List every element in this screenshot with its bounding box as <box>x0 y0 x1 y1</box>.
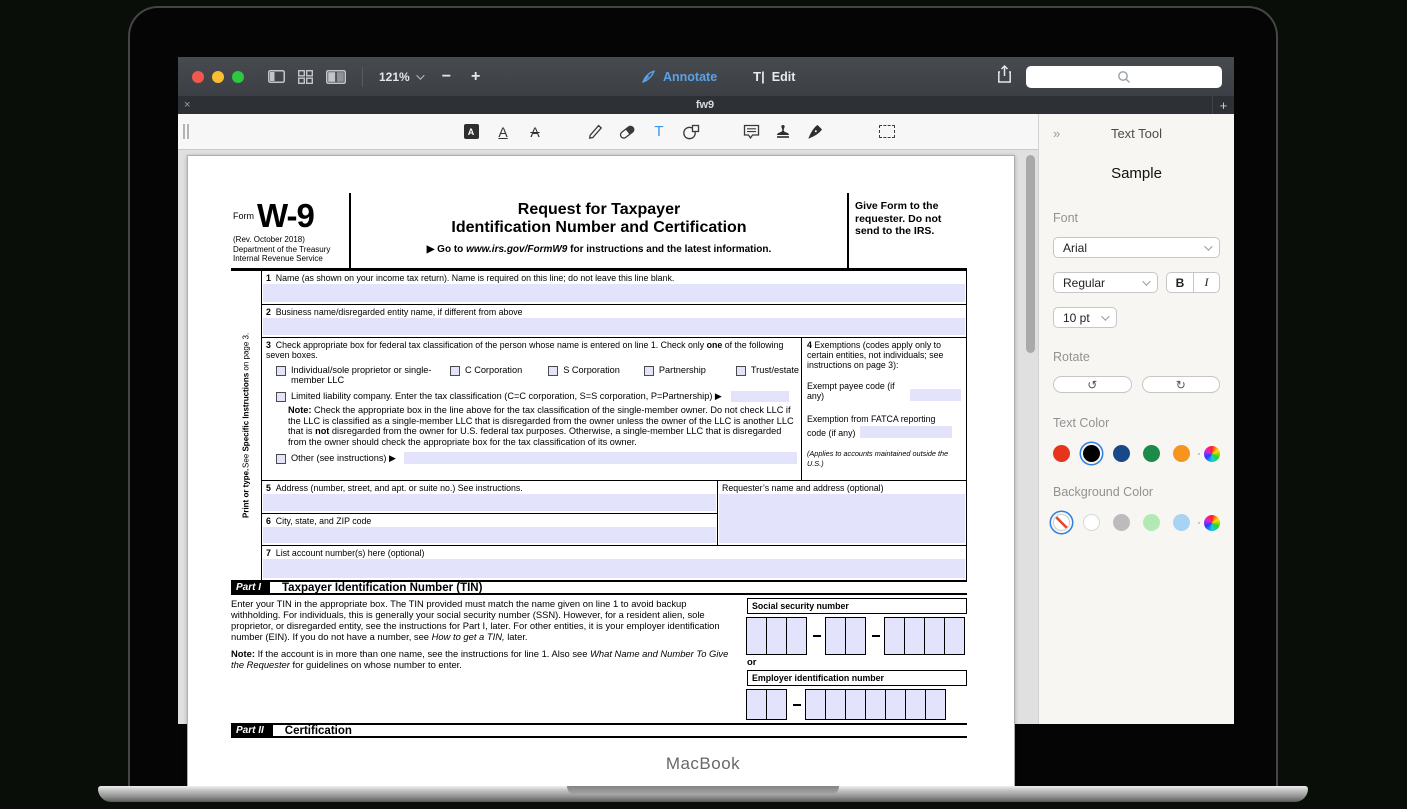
underline-tool[interactable] <box>493 121 513 143</box>
tab-close-button[interactable]: × <box>184 99 191 111</box>
ein-digit-box[interactable] <box>885 689 906 720</box>
line7-label <box>262 546 966 558</box>
swatch-divider <box>1198 522 1200 524</box>
or-label: or <box>747 657 757 668</box>
underline-icon: A <box>498 123 508 140</box>
goto-url: www.irs.gov/FormW9 <box>466 244 568 255</box>
line3-pre: Check appropriate box for federal tax classification of the person whose name is entered on line 1. Check only <box>275 340 707 350</box>
name-field[interactable] <box>263 284 965 302</box>
stamp-tool[interactable] <box>773 121 793 143</box>
eraser-tool[interactable] <box>617 121 637 143</box>
exempt-payee-row <box>807 381 961 401</box>
ssn-digit-box[interactable] <box>845 617 866 655</box>
line2-row <box>262 305 966 338</box>
individual-checkbox[interactable] <box>276 366 286 376</box>
option-individual <box>276 365 434 385</box>
new-tab-button[interactable]: + <box>1212 96 1234 114</box>
trust-estate-checkbox[interactable] <box>736 366 746 376</box>
font-family-select[interactable] <box>1053 237 1220 258</box>
macbook-base <box>98 786 1308 802</box>
zoom-in-button[interactable]: + <box>471 67 481 85</box>
zoom-window-button[interactable] <box>232 71 244 83</box>
p1-note-italic: What Name and Number To Give the Requester <box>231 648 729 670</box>
business-name-field[interactable] <box>263 318 965 335</box>
line3-note <box>288 405 797 447</box>
part1-body <box>231 595 967 720</box>
p1-end: later. <box>504 631 528 642</box>
text-color-custom-swatch[interactable] <box>1204 446 1220 462</box>
edit-mode-button[interactable] <box>753 69 795 84</box>
line1-text: Name (as shown on your income tax return). Name is required on this line; do not leave this line blank. <box>275 273 675 283</box>
signature-tool[interactable] <box>805 121 825 143</box>
close-window-button[interactable] <box>192 71 204 83</box>
rotate-right-icon: ↻ <box>1175 377 1186 392</box>
line3-post: of the following seven boxes. <box>266 340 784 360</box>
line3-num: 3 <box>266 340 271 350</box>
bg-color-white-swatch[interactable] <box>1083 514 1100 531</box>
dash <box>813 635 821 637</box>
rotate-section-label: Rotate <box>1053 350 1090 364</box>
c-corporation-checkbox[interactable] <box>450 366 460 376</box>
sidebar-panel-icon[interactable] <box>268 70 285 83</box>
ein-boxes <box>747 689 967 720</box>
two-page-view-icon[interactable] <box>326 70 346 84</box>
italic-button[interactable]: I <box>1193 273 1219 292</box>
text-color-orange-swatch[interactable] <box>1173 445 1190 462</box>
llc-classification-field[interactable] <box>731 391 789 402</box>
requester-cell <box>717 481 966 545</box>
line1-row <box>262 271 966 305</box>
app-window <box>178 57 1234 737</box>
requester-label: Requester’s name and address (optional) <box>722 483 884 493</box>
tab-title[interactable]: fw9 <box>695 99 715 111</box>
line5-row <box>262 481 717 514</box>
text-color-black-swatch[interactable] <box>1083 445 1100 462</box>
toolbar-divider <box>362 67 363 87</box>
line3-bold: one <box>706 340 723 350</box>
collapse-sidebar-button[interactable]: » <box>1053 125 1061 141</box>
search-input[interactable] <box>1026 66 1222 88</box>
font-section-label: Font <box>1053 211 1079 225</box>
window-controls <box>192 71 244 83</box>
pen-icon <box>641 69 656 84</box>
partnership-checkbox[interactable] <box>644 366 654 376</box>
font-size-value: 10 pt <box>1063 310 1090 325</box>
ssn-boxes <box>747 617 967 655</box>
dash <box>793 704 801 706</box>
option-trust <box>736 365 799 385</box>
ein-digit-box[interactable] <box>805 689 826 720</box>
trust-estate-label: Trust/estate <box>750 365 800 375</box>
line7-text: List account number(s) here (optional) <box>275 548 425 558</box>
swatch-divider <box>1198 453 1200 455</box>
line6-text: City, state, and ZIP code <box>275 516 372 526</box>
line6-label <box>262 514 717 526</box>
see-pre: See <box>241 451 251 468</box>
form-word: Form <box>233 211 254 221</box>
text-tool[interactable] <box>649 121 669 143</box>
line1-label <box>262 271 966 283</box>
text-sample-preview: Sample <box>1111 165 1162 182</box>
text-color-green-swatch[interactable] <box>1143 445 1160 462</box>
p1-note2: for guidelines on whose number to enter. <box>289 659 462 670</box>
line3-4-row <box>262 338 966 481</box>
note-text2: disregarded from the owner for U.S. federal tax purposes. Otherwise, a single-member LLC that is disregarded from the owner should check the appropriate box for the tax classification of its owner. <box>288 426 782 447</box>
font-size-select[interactable] <box>1053 307 1117 328</box>
requester-field[interactable] <box>719 494 965 543</box>
bold-button[interactable]: B <box>1175 275 1185 290</box>
bg-color-none-swatch[interactable] <box>1053 514 1070 531</box>
p1-note1: If the account is in more than one name, see the instructions for line 1. Also see <box>254 648 591 659</box>
part2-bar <box>231 723 967 738</box>
llc-row <box>276 391 801 402</box>
fatca-block <box>807 414 961 438</box>
comment-tool[interactable] <box>741 121 761 143</box>
option-c-corp <box>450 365 522 385</box>
line4-text: Exemptions (codes apply only to certain entities, not individuals; see instructions on page 3): <box>807 340 944 370</box>
font-style-select[interactable] <box>1053 272 1158 293</box>
option-partnership <box>644 365 706 385</box>
ein-digit-box[interactable] <box>825 689 846 720</box>
other-row <box>276 452 797 464</box>
c-corporation-label: C Corporation <box>465 365 523 375</box>
form-dept: Department of the Treasury <box>233 244 331 254</box>
line2-num: 2 <box>266 307 271 317</box>
ein-digit-box[interactable] <box>845 689 866 720</box>
line5-6-row <box>262 481 966 546</box>
form-number: W-9 <box>257 197 314 234</box>
text-tool-sidebar <box>1038 114 1234 724</box>
chevron-down-icon <box>1204 242 1212 250</box>
bg-color-gray-swatch[interactable] <box>1113 514 1130 531</box>
line7-num: 7 <box>266 548 271 558</box>
part1-bar <box>231 580 967 595</box>
toolbar-drag-handle[interactable] <box>183 124 189 139</box>
option-s-corp <box>548 365 620 385</box>
shape-tool[interactable] <box>681 121 701 143</box>
stamp-icon <box>775 124 791 140</box>
fatca-code-field[interactable] <box>860 426 952 438</box>
text-color-red-swatch[interactable] <box>1053 445 1070 462</box>
ssn-digit-box[interactable] <box>924 617 945 655</box>
line4-cell <box>802 338 966 480</box>
text-color-label: Text Color <box>1053 416 1110 430</box>
note-text1: Check the appropriate box in the line above for the tax classification of the single-member owner. Do not check LLC if the LLC is classified as a single-member LLC that is disregarded from the owner unless the owner of the LLC is another LLC that is <box>288 405 794 437</box>
part2-title: Certification <box>284 724 352 737</box>
line6-row <box>262 514 717 545</box>
form-revision: (Rev. October 2018) <box>233 235 305 244</box>
part2-badge: Part II <box>231 724 273 737</box>
signature-pen-icon <box>807 124 823 140</box>
ein-digit-box[interactable] <box>925 689 946 720</box>
highlight-text-tool[interactable] <box>461 121 481 143</box>
w9-form <box>231 193 967 738</box>
background-color-label: Background Color <box>1053 485 1154 499</box>
s-corporation-checkbox[interactable] <box>548 366 558 376</box>
part1-paragraph <box>231 598 733 642</box>
llc-checkbox[interactable] <box>276 392 286 402</box>
llc-label: Limited liability company. Enter the tax classification (C=C corporation, S=S corporation, P=Partnership) ▶ <box>291 391 722 401</box>
form-title-line1: Request for Taxpayer <box>517 201 681 218</box>
ein-digit-box[interactable] <box>746 689 767 720</box>
give-form-note: Give Form to the requester. Do not send to the IRS. <box>855 200 942 237</box>
scrollbar-thumb[interactable] <box>1026 155 1035 353</box>
ein-digit-box[interactable] <box>865 689 886 720</box>
font-family-value: Arial <box>1063 240 1088 255</box>
part1-note <box>231 648 733 670</box>
comment-icon <box>743 124 760 140</box>
fatca-label-line2: code (if any) <box>807 428 856 438</box>
document-area[interactable] <box>178 150 1038 737</box>
minimize-window-button[interactable] <box>212 71 224 83</box>
ein-label: Employer identification number <box>747 670 967 686</box>
share-button[interactable] <box>997 65 1012 88</box>
shape-icon <box>682 124 700 140</box>
account-numbers-field[interactable] <box>263 559 965 578</box>
macbook-frame <box>128 6 1278 786</box>
rotate-right-button[interactable] <box>1142 376 1221 393</box>
other-checkbox[interactable] <box>276 454 286 464</box>
thumbnail-grid-icon[interactable] <box>298 70 313 84</box>
p1-note-bold: Note: <box>231 648 255 659</box>
rotate-left-icon: ↺ <box>1087 377 1098 392</box>
ssn-digit-box[interactable] <box>786 617 807 655</box>
pdf-page <box>187 155 1015 795</box>
goto-post: for instructions and the latest information. <box>567 244 772 255</box>
exempt-payee-field[interactable] <box>910 389 962 401</box>
ein-digit-box[interactable] <box>766 689 787 720</box>
search-icon <box>1117 70 1131 84</box>
line7-row <box>262 546 966 580</box>
line2-label <box>262 305 966 317</box>
other-label: Other (see instructions) ▶ <box>291 452 397 463</box>
p1-text: Enter your TIN in the appropriate box. The TIN provided must match the name given on line 1 to avoid backup withholding. For individuals, this is generally your social security number (SSN). However, for a resident alien, sole proprietor, or disregarded entity, see the instructions for Part I, later. For other entities, it is your employer identification number (EIN). If you do not have a number, see <box>231 598 720 642</box>
s-corporation-label: S Corporation <box>563 365 620 375</box>
annotation-toolbar <box>178 114 1038 150</box>
form-header <box>231 193 967 271</box>
ssn-digit-box[interactable] <box>884 617 905 655</box>
form-irs: Internal Revenue Service <box>233 254 323 263</box>
chevron-down-icon <box>1142 277 1150 285</box>
strikethrough-icon: A <box>530 123 540 140</box>
city-state-zip-field[interactable] <box>263 527 716 543</box>
text-color-swatches <box>1053 445 1220 462</box>
p1-italic: How to get a TIN, <box>431 631 505 642</box>
address-field[interactable] <box>263 494 716 511</box>
part1-title: Taxpayer Identification Number (TIN) <box>282 581 483 594</box>
titlebar <box>178 57 1234 96</box>
zoom-control[interactable] <box>379 70 422 84</box>
bg-color-custom-swatch[interactable] <box>1204 515 1220 531</box>
line3-label <box>262 338 801 360</box>
annotate-mode-button[interactable] <box>641 69 717 84</box>
macbook-brand-label: MacBook <box>665 754 741 773</box>
strikethrough-tool[interactable] <box>525 121 545 143</box>
see-bold: Specific Instructions <box>241 372 251 452</box>
zoom-level[interactable]: 121% <box>379 69 410 84</box>
partnership-label: Partnership <box>658 365 706 375</box>
chevron-down-icon <box>416 71 424 79</box>
exempt-payee-label: Exempt payee code (if any) <box>807 381 895 401</box>
line1-num: 1 <box>266 273 271 283</box>
classification-options <box>276 365 801 385</box>
print-or-type-note: Print or type. <box>241 468 251 519</box>
see-instructions-note <box>242 333 251 468</box>
line4-label <box>807 340 961 370</box>
line2-text: Business name/disregarded entity name, if different from above <box>275 307 523 317</box>
line5-label <box>262 481 717 493</box>
pencil-tool[interactable] <box>585 121 605 143</box>
ein-digit-box[interactable] <box>905 689 926 720</box>
background-color-swatches <box>1053 514 1220 531</box>
form-goto-line <box>351 244 847 255</box>
note-bold2: not <box>315 426 330 437</box>
ssn-digit-box[interactable] <box>825 617 846 655</box>
edit-label: Edit <box>771 69 796 84</box>
part1-badge: Part I <box>231 581 270 594</box>
side-instructions <box>231 271 261 580</box>
line3-cell <box>262 338 802 480</box>
line5-text: Address (number, street, and apt. or suite no.) See instructions. <box>275 483 523 493</box>
rotate-left-button[interactable] <box>1053 376 1132 393</box>
ssn-digit-box[interactable] <box>746 617 767 655</box>
bg-color-green-swatch[interactable] <box>1143 514 1160 531</box>
line4-num: 4 <box>807 340 812 350</box>
see-post: on page 3. <box>241 332 251 373</box>
other-field[interactable] <box>404 452 797 464</box>
fatca-applies-note: (Applies to accounts maintained outside the U.S.) <box>807 449 949 468</box>
ssn-digit-box[interactable] <box>904 617 925 655</box>
form-title-line2: Identification Number and Certification <box>451 219 747 236</box>
zoom-out-button[interactable]: − <box>441 67 452 85</box>
text-tool-icon: T <box>654 123 664 140</box>
selection-icon <box>879 125 895 138</box>
chevron-down-icon <box>1101 312 1109 320</box>
note-bold: Note: <box>288 405 312 415</box>
sidebar-title: Text Tool <box>1110 125 1163 141</box>
annotate-label: Annotate <box>663 69 718 84</box>
select-tool[interactable] <box>877 121 897 143</box>
bold-italic-group <box>1166 272 1220 293</box>
text-edit-icon: T| <box>753 69 765 84</box>
tabbar <box>178 96 1234 114</box>
line6-num: 6 <box>266 516 271 526</box>
fatca-label-line1: Exemption from FATCA reporting <box>807 414 936 424</box>
font-style-value: Regular <box>1063 275 1106 290</box>
pencil-icon <box>587 123 604 140</box>
line5-num: 5 <box>266 483 271 493</box>
highlight-icon: A <box>464 124 479 139</box>
text-color-blue-swatch[interactable] <box>1113 445 1130 462</box>
ssn-label: Social security number <box>747 598 967 614</box>
individual-label: Individual/sole proprietor or single-member LLC <box>291 365 432 385</box>
ssn-digit-box[interactable] <box>766 617 787 655</box>
bg-color-blue-swatch[interactable] <box>1173 514 1190 531</box>
eraser-icon <box>618 124 636 140</box>
main-area <box>178 114 1038 737</box>
dash <box>872 635 880 637</box>
goto-pre: ▶ Go to <box>426 244 467 255</box>
ssn-digit-box[interactable] <box>944 617 965 655</box>
